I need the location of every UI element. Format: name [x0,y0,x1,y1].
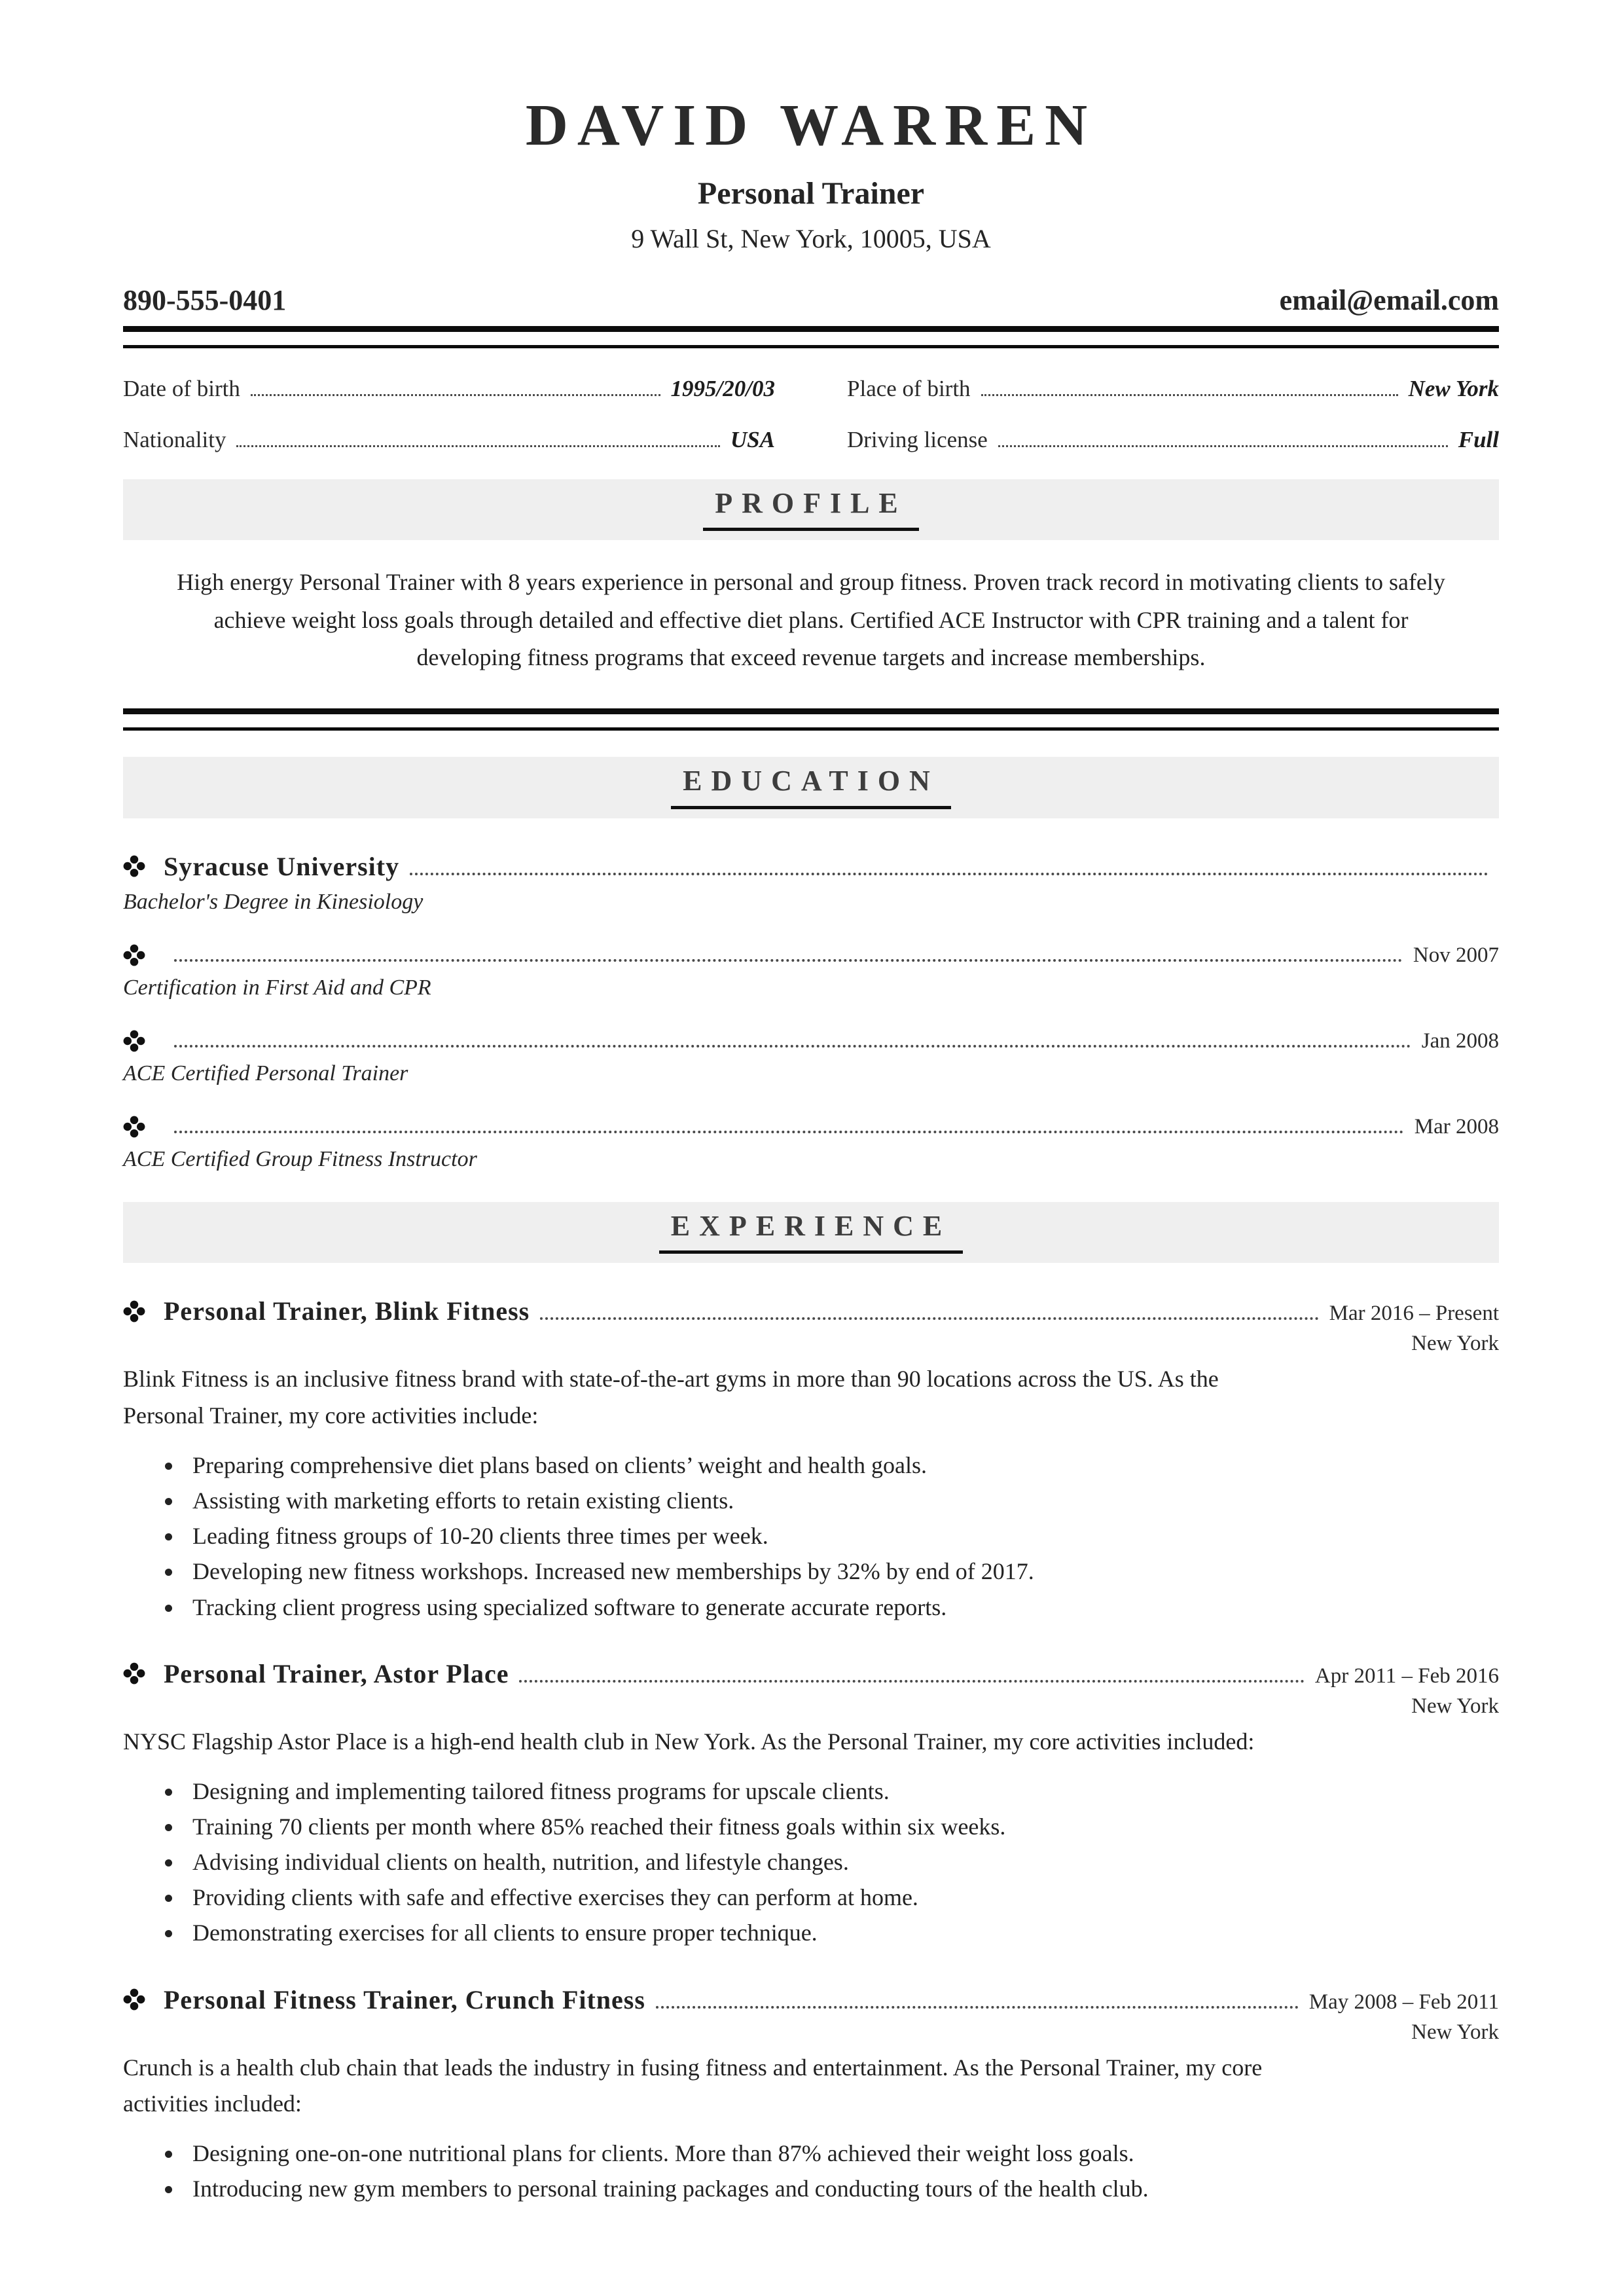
experience-bullet: • Leading fitness groups of 10-20 clients three times per week. [183,1522,1499,1550]
experience-entry-location: New York [1411,1694,1499,1718]
education-entry [123,1029,1499,1086]
profile-section-title: PROFILE [703,487,919,532]
four-dot-diamond-icon [123,1988,145,2011]
experience-bullet: • Demonstrating exercises for all clients to ensure proper technique. [183,1919,1499,1947]
education-section-title: EDUCATION [671,765,951,809]
detail-label: Place of birth [847,375,971,401]
detail-value: Full [1458,426,1499,452]
dotted-leader [174,959,1403,962]
experience-entry-description: Blink Fitness is an inclusive fitness brand with state-of-the-art gyms in more than 90 locations across the US. As the Personal Trainer, my core activities include: [123,1366,1219,1429]
experience-entry-title: Personal Trainer, Blink Fitness [164,1296,530,1326]
education-entry [123,851,1499,915]
four-dot-diamond-icon [123,1030,145,1052]
dotted-leader [236,445,719,447]
profile-text: High energy Personal Trainer with 8 years experience in personal and group fitness. Proven track record in motivating clients to safely achieve weight loss goals through detailed and effective diet plans. Certified ACE Instructor with CPR training and a talent for developing fitness programs that exceed revenue targets and increase memberships. [177,569,1445,671]
experience-bullet-list [123,1451,1499,1622]
experience-bullet: • Preparing comprehensive diet plans based on clients’ weight and health goals. [183,1451,1499,1480]
experience-entry-row [123,1984,1499,2015]
dotted-leader [174,1131,1404,1133]
experience-entry-description: NYSC Flagship Astor Place is a high-end health club in New York. As the Personal Trainer, my core activities included: [123,1728,1255,1755]
dotted-leader [656,2006,1299,2009]
dotted-leader [998,445,1448,447]
experience-bullet: • Assisting with marketing efforts to retain existing clients. [183,1487,1499,1515]
experience-entry-row [123,1296,1499,1326]
education-entry [123,1115,1499,1172]
education-entry-row [123,943,1499,968]
detail-value: 1995/20/03 [670,375,775,401]
experience-entry-title: Personal Trainer, Astor Place [164,1658,509,1688]
experience-entry-date: Apr 2011 – Feb 2016 [1314,1664,1499,1688]
education-entry-row [123,851,1499,882]
person-name: DAVID WARREN [525,93,1097,158]
detail-value: New York [1408,375,1499,401]
dotted-leader [174,1045,1411,1048]
experience-bullet-list [123,2140,1499,2203]
experience-entry [123,1658,1499,1948]
experience-bullet: • Providing clients with safe and effective exercises they can perform at home. [183,1884,1499,1912]
detail-label: Driving license [847,426,988,452]
experience-entry-location: New York [1411,2020,1499,2044]
experience-entry-date: Mar 2016 – Present [1329,1302,1499,1326]
profile-section-band [123,479,1499,541]
education-entry-title: Syracuse University [164,851,400,881]
detail-place-of-birth [847,376,1499,402]
person-address: 9 Wall St, New York, 10005, USA [631,223,991,253]
education-entry-subtitle: Bachelor's Degree in Kinesiology [123,889,424,914]
dotted-leader [519,1680,1304,1683]
dotted-leader [251,394,660,396]
experience-entry-description: Crunch is a health club chain that leads the industry in fusing fitness and entertainment. As the Personal Trainer, my core activities included: [123,2054,1263,2117]
four-dot-diamond-icon [123,1300,145,1322]
experience-entry-title: Personal Fitness Trainer, Crunch Fitness [164,1984,645,2014]
experience-bullet: • Introducing new gym members to personal training packages and conducting tours of the health club. [183,2175,1499,2203]
experience-bullet: • Training 70 clients per month where 85% reached their fitness goals within six weeks. [183,1813,1499,1841]
detail-label: Nationality [123,426,226,452]
dotted-leader [410,873,1488,875]
person-job-title: Personal Trainer [697,175,925,211]
email-address: email@email.com [1279,283,1499,316]
detail-driving-license [847,427,1499,453]
education-section-band [123,757,1499,818]
experience-entry [123,1984,1499,2204]
experience-bullet: • Designing one-on-one nutritional plans for clients. More than 87% achieved their weight loss goals. [183,2140,1499,2168]
education-entry-subtitle: ACE Certified Group Fitness Instructor [123,1146,477,1171]
education-entry-subtitle: ACE Certified Personal Trainer [123,1061,408,1085]
contact-row [123,283,1499,317]
four-dot-diamond-icon [123,855,145,877]
detail-nationality [123,427,775,453]
four-dot-diamond-icon [123,1116,145,1138]
experience-section-title: EXPERIENCE [659,1210,964,1254]
experience-section-band [123,1202,1499,1264]
education-entry-row [123,1029,1499,1053]
education-entry-date: Jan 2008 [1421,1029,1499,1053]
education-entry-date: Mar 2008 [1414,1114,1499,1139]
dotted-leader [540,1317,1318,1320]
phone-number: 890-555-0401 [123,283,287,316]
four-dot-diamond-icon [123,944,145,966]
experience-entry-date: May 2008 – Feb 2011 [1308,1990,1499,2014]
experience-entry-location: New York [1411,1332,1499,1356]
education-entry-row [123,1115,1499,1139]
detail-date-of-birth [123,376,775,402]
detail-label: Date of birth [123,375,240,401]
education-entry-subtitle: Certification in First Aid and CPR [123,975,431,1000]
personal-details [123,376,1499,453]
four-dot-diamond-icon [123,1662,145,1685]
experience-bullet-list [123,1777,1499,1948]
experience-bullet: • Tracking client progress using specialized software to generate accurate reports. [183,1594,1499,1622]
detail-value: USA [730,426,775,452]
experience-entry [123,1296,1499,1622]
dotted-leader [981,394,1398,396]
education-entry [123,943,1499,1000]
experience-bullet: • Designing and implementing tailored fitness programs for upscale clients. [183,1777,1499,1806]
experience-entry-row [123,1658,1499,1689]
experience-bullet: • Developing new fitness workshops. Increased new memberships by 32% by end of 2017. [183,1558,1499,1586]
education-entry-date: Nov 2007 [1413,943,1499,967]
experience-bullet: • Advising individual clients on health, nutrition, and lifestyle changes. [183,1848,1499,1876]
divider-double-rule [123,326,1499,348]
divider-double-rule [123,708,1499,731]
